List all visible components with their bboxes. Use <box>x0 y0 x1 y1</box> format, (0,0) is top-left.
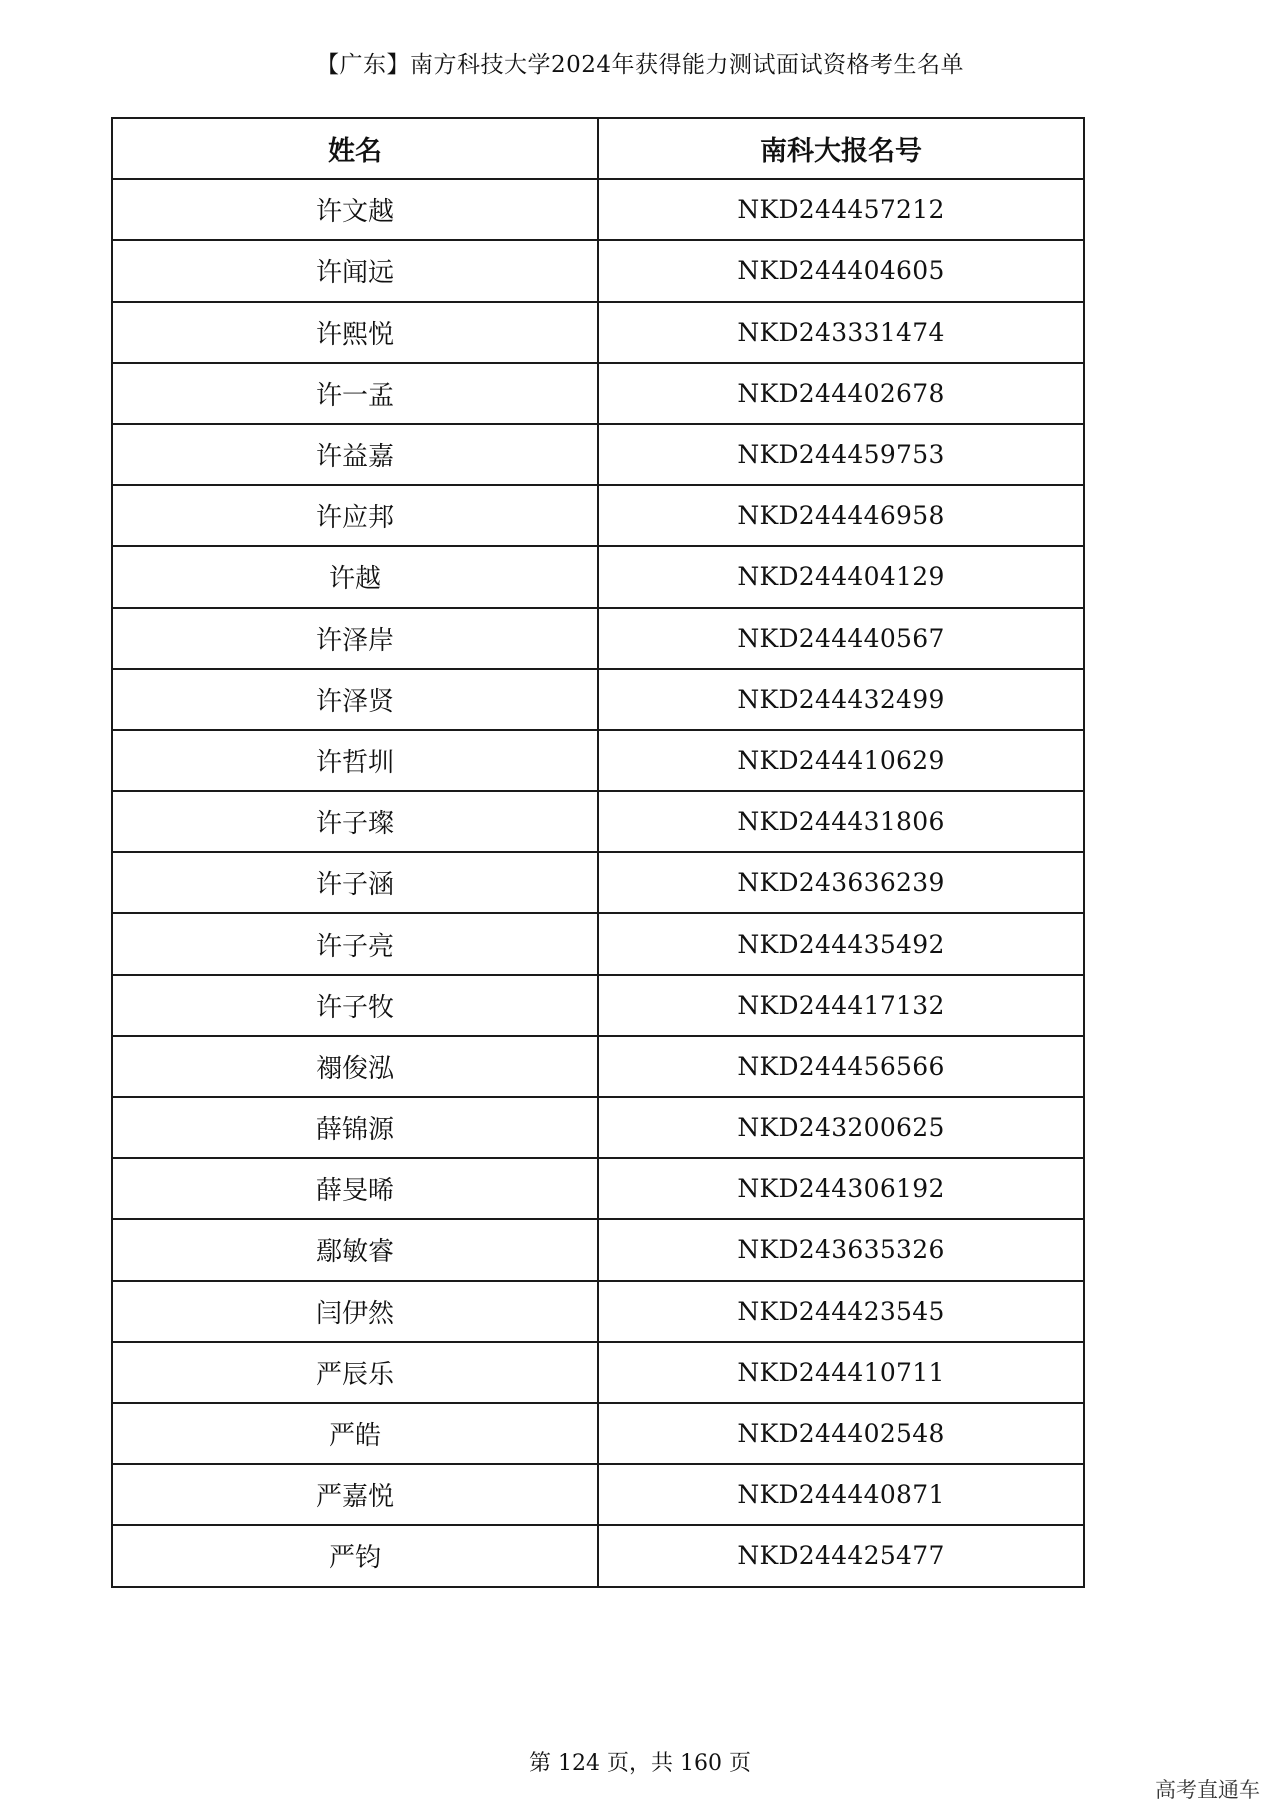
candidate-name-cell: 许文越 <box>112 179 598 240</box>
candidate-name-cell: 严嘉悦 <box>112 1464 598 1525</box>
table-row <box>112 240 1084 301</box>
registration-number-cell: NKD244417132 <box>598 975 1084 1036</box>
table-row <box>112 1036 1084 1097</box>
candidate-name-cell: 闫伊然 <box>112 1281 598 1342</box>
table-row <box>112 669 1084 730</box>
candidate-name-cell: 许子璨 <box>112 791 598 852</box>
registration-number-cell: NKD244404605 <box>598 240 1084 301</box>
registration-number-cell: NKD244423545 <box>598 1281 1084 1342</box>
registration-number-cell: NKD243200625 <box>598 1097 1084 1158</box>
registration-number-cell: NKD244425477 <box>598 1525 1084 1586</box>
table-row <box>112 1525 1084 1586</box>
candidate-name-cell: 薛旻晞 <box>112 1158 598 1219</box>
table-row <box>112 424 1084 485</box>
table-row <box>112 1219 1084 1280</box>
registration-number-cell: NKD244432499 <box>598 669 1084 730</box>
candidate-name-cell: 许哲圳 <box>112 730 598 791</box>
table-row <box>112 1403 1084 1464</box>
table-row <box>112 791 1084 852</box>
registration-number-cell: NKD243636239 <box>598 852 1084 913</box>
table-row <box>112 546 1084 607</box>
table-row <box>112 485 1084 546</box>
candidate-name-cell: 许熙悦 <box>112 302 598 363</box>
candidate-name-cell: 许子亮 <box>112 913 598 974</box>
candidate-name-cell: 鄢敏睿 <box>112 1219 598 1280</box>
candidate-name-cell: 许益嘉 <box>112 424 598 485</box>
table-row <box>112 1281 1084 1342</box>
registration-number-cell: NKD244402548 <box>598 1403 1084 1464</box>
candidate-name-cell: 许闻远 <box>112 240 598 301</box>
table-row <box>112 1158 1084 1219</box>
table-header-row <box>112 118 1084 179</box>
candidate-table-body <box>112 179 1084 1586</box>
registration-number-cell: NKD244435492 <box>598 913 1084 974</box>
registration-number-cell: NKD244440567 <box>598 608 1084 669</box>
candidate-name-cell: 严辰乐 <box>112 1342 598 1403</box>
candidate-name-cell: 禤俊泓 <box>112 1036 598 1097</box>
registration-number-cell: NKD244457212 <box>598 179 1084 240</box>
registration-number-cell: NKD244410711 <box>598 1342 1084 1403</box>
table-row <box>112 302 1084 363</box>
name-column-header: 姓名 <box>112 118 598 179</box>
document-title: 【广东】南方科技大学2024年获得能力测试面试资格考生名单 <box>315 52 965 78</box>
table-row <box>112 1464 1084 1525</box>
candidate-name-cell: 薛锦源 <box>112 1097 598 1158</box>
candidate-name-cell: 许一孟 <box>112 363 598 424</box>
registration-number-cell: NKD244440871 <box>598 1464 1084 1525</box>
table-row <box>112 975 1084 1036</box>
table-row <box>112 730 1084 791</box>
candidate-name-cell: 许泽贤 <box>112 669 598 730</box>
table-row <box>112 852 1084 913</box>
candidate-name-cell: 许子牧 <box>112 975 598 1036</box>
candidate-name-cell: 许越 <box>112 546 598 607</box>
registration-number-cell: NKD243635326 <box>598 1219 1084 1280</box>
registration-number-cell: NKD244306192 <box>598 1158 1084 1219</box>
candidate-name-cell: 严皓 <box>112 1403 598 1464</box>
watermark-text: 高考直通车 <box>1155 1778 1260 1802</box>
registration-number-cell: NKD244402678 <box>598 363 1084 424</box>
candidate-name-cell: 许泽岸 <box>112 608 598 669</box>
table-row <box>112 363 1084 424</box>
page-number: 第 124 页，共 160 页 <box>529 1751 751 1776</box>
registration-number-cell: NKD244459753 <box>598 424 1084 485</box>
registration-number-cell: NKD244410629 <box>598 730 1084 791</box>
registration-number-cell: NKD244431806 <box>598 791 1084 852</box>
candidate-table <box>111 117 1085 1588</box>
reg-no-column-header: 南科大报名号 <box>598 118 1084 179</box>
registration-number-cell: NKD244456566 <box>598 1036 1084 1097</box>
table-row <box>112 913 1084 974</box>
table-row <box>112 179 1084 240</box>
registration-number-cell: NKD244446958 <box>598 485 1084 546</box>
table-row <box>112 1097 1084 1158</box>
candidate-name-cell: 严钧 <box>112 1525 598 1586</box>
table-row <box>112 608 1084 669</box>
table-row <box>112 1342 1084 1403</box>
candidate-name-cell: 许子涵 <box>112 852 598 913</box>
registration-number-cell: NKD243331474 <box>598 302 1084 363</box>
registration-number-cell: NKD244404129 <box>598 546 1084 607</box>
candidate-name-cell: 许应邦 <box>112 485 598 546</box>
